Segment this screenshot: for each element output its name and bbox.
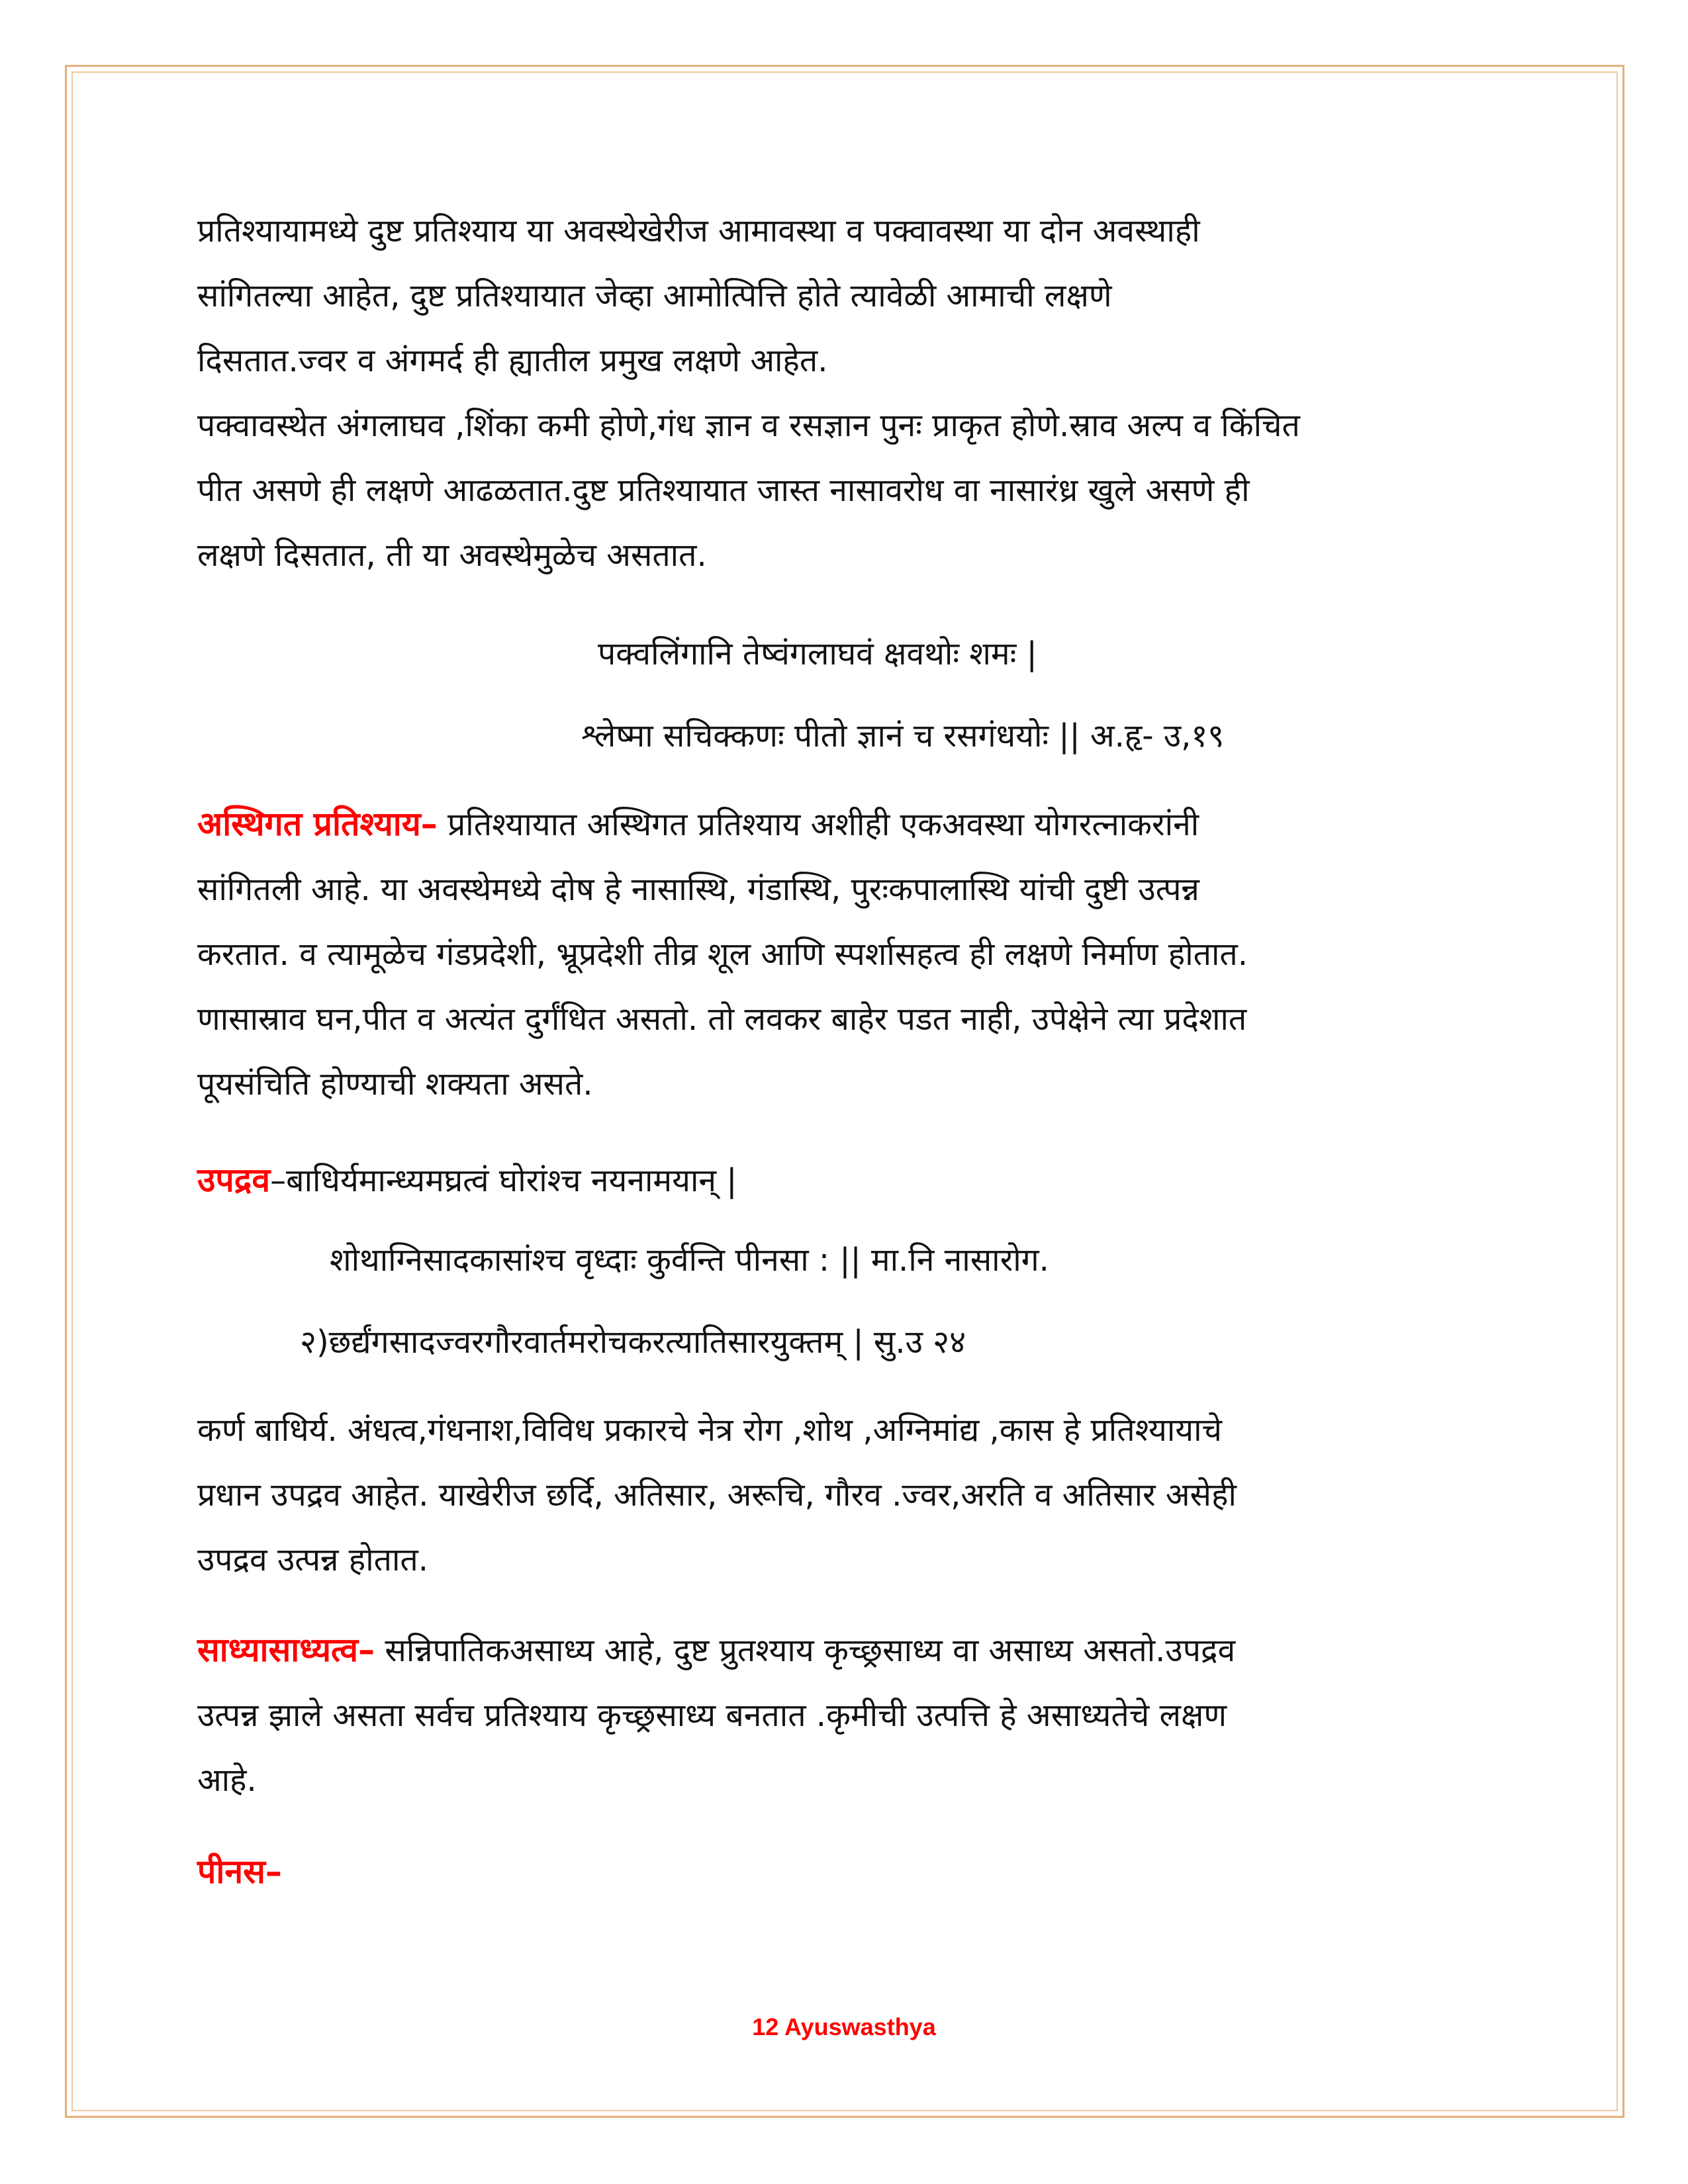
section-heading-asthigata: अस्थिगत प्रतिश्याय — [197, 805, 421, 843]
text-line: सांगितल्या आहेत, दुष्ट प्रतिश्यायात जेव्हा आमोत्पित्ति होते त्यावेळी आमाची लक्षणे — [197, 277, 1112, 314]
text-line — [197, 792, 1508, 857]
paragraph-upadrava — [197, 1398, 1508, 1592]
text-line — [197, 1142, 1508, 1219]
text-line — [197, 1617, 1508, 1683]
text-line: उत्पन्न झाले असता सर्वच प्रतिश्याय कृच्छ्रसाध्य बनतात .कृमीची उत्पत्ति हे असाध्यतेचे लक्षण — [197, 1697, 1227, 1734]
verse-line: २)छर्द्यंगसादज्वरगौरवार्तमरोचकरत्यातिसारयुक्तम् | सु.उ २४ — [300, 1324, 966, 1361]
text-inline: सन्निपातिकअसाध्य आहे, दुष्ट प्रुतश्याय कृच्छ्रसाध्य वा असाध्य असतो.उपद्रव — [385, 1632, 1236, 1669]
page-footer: 12 Ayuswasthya — [752, 2013, 936, 2040]
text-line: लक्षणे दिसतात, ती या अवस्थेमुळेच असतात. — [197, 537, 707, 574]
text-line: सांगितली आहे. या अवस्थेमध्ये दोष हे नासास्थि, गंडास्थि, पुरःकपालास्थि यांची दुष्टी उत्पन्न — [197, 871, 1199, 908]
text-line: प्रतिश्यायामध्ये दुष्ट प्रतिश्याय या अवस्थेखेरीज आमावस्था व पक्वावस्था या दोन अवस्थाही — [197, 212, 1200, 250]
text-line: पक्वावस्थेत अंगलाघव ,शिंका कमी होणे,गंध ज्ञान व रसज्ञान पुनः प्राकृत होणे.स्राव अल्प व किंचित — [197, 407, 1300, 444]
verse-line: श्लेष्मा सचिक्कणः पीतो ज्ञानं च रसगंधयोः || अ.हृ- उ,१९ — [581, 717, 1225, 754]
section-heading-pinasa: पीनस– — [197, 1852, 282, 1891]
paragraph-ama-pakva — [197, 199, 1508, 588]
verse-block-pakva — [197, 613, 1508, 777]
paragraph-sadhyasadhyatva — [197, 1617, 1508, 1813]
text-line: उपद्रव उत्पन्न होतात. — [197, 1541, 429, 1578]
text-line: प्रधान उपद्रव आहेत. याखेरीज छर्दि, अतिसार, अरूचि, गौरव .ज्वर,अरति व अतिसार असेही — [197, 1477, 1237, 1514]
text-line: कर्ण बाधिर्य. अंधत्व,गंधनाश,विविध प्रकारचे नेत्र रोग ,शोथ ,अग्निमांद्य ,कास हे प्रतिश्यायाचे — [197, 1412, 1222, 1449]
section-heading-upadrava: उपद्रव — [197, 1161, 271, 1199]
section-pinasa — [197, 1839, 1508, 1904]
document-body — [197, 199, 1508, 1904]
text-line: णासास्राव घन,पीत व अत्यंत दुर्गंधित असतो. तो लवकर बाहेर पडत नाही, उपेक्षेने त्या प्रदेशात — [197, 1001, 1247, 1038]
text-line: दिसतात.ज्वर व अंगमर्द ही ह्यातील प्रमुख लक्षणे आहेत. — [197, 342, 828, 379]
text-inline: –बाधिर्यमान्ध्यमघ्रत्वं घोरांश्च नयनामयान् | — [270, 1162, 737, 1199]
heading-dash: – — [420, 805, 438, 843]
verse-line: शोथाग्निसादकासांश्च वृध्दाः कुर्वन्ति पीनसा : || मा.नि नासारोग. — [330, 1242, 1049, 1279]
text-line: पूयसंचिति होण्याची शक्यता असते. — [197, 1066, 593, 1103]
text-line: पीत असणे ही लक्षणे आढळतात.दुष्ट प्रतिश्यायात जास्त नासावरोध वा नासारंध्र खुले असणे ही — [197, 472, 1250, 509]
verse-line: पक्वलिंगानि तेष्वंगलाघवं क्षवथोः शमः | — [598, 635, 1037, 672]
text-inline: प्रतिश्यायात अस्थिगत प्रतिश्याय अशीही एकअवस्था योगरत्नाकरांनी — [447, 806, 1199, 843]
text-line: आहे. — [197, 1762, 257, 1799]
section-upadrava — [197, 1142, 1508, 1383]
text-line: करतात. व त्यामूळेच गंडप्रदेशी, भ्रूप्रदेशी तीव्र शूल आणि स्पर्शासहत्व ही लक्षणे निर्माण होतात. — [197, 936, 1248, 973]
section-heading-sadhyasadhyatva: साध्यासाध्यत्व– — [197, 1631, 375, 1669]
paragraph-asthigata — [197, 792, 1508, 1116]
